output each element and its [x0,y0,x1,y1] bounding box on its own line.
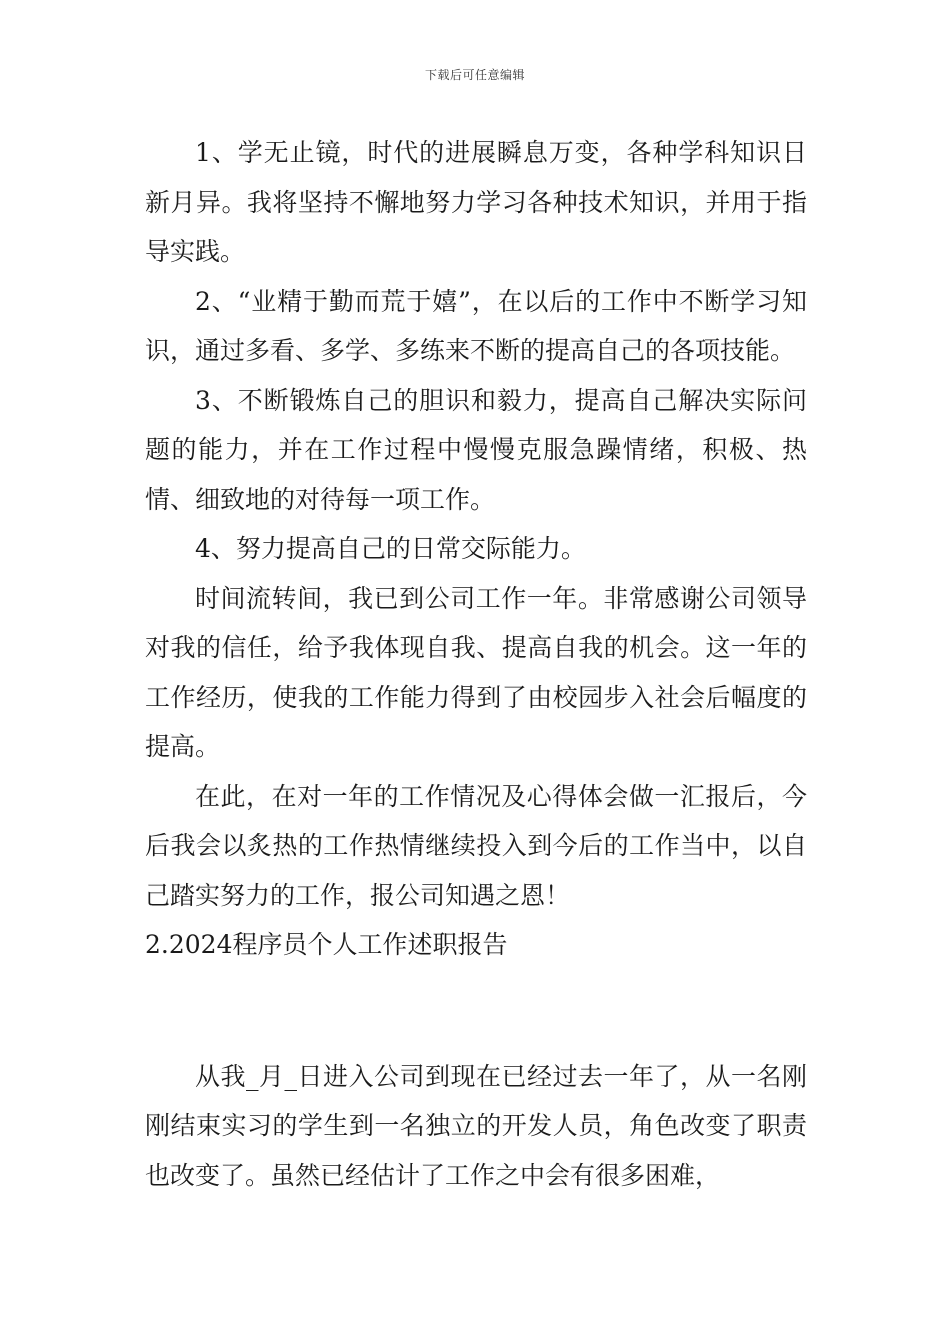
paragraph-reflection: 时间流转间，我已到公司工作一年。非常感谢公司领导对我的信任，给予我体现自我、提高自我的机会。这一年的工作经历，使我的工作能力得到了由校园步入社会后幅度的提高。 [145,583,807,761]
paragraph-item-2: 2、“业精于勤而荒于嬉”，在以后的工作中不断学习知识，通过多看、多学、多练来不断的提高自己的各项技能。 [145,286,807,365]
paragraph-item-3: 3、不断锻炼自己的胆识和毅力，提高自己解决实际问题的能力，并在工作过程中慢慢克服急躁情绪，积极、热情、细致地的对待每一项工作。 [145,385,807,514]
paragraph-item-1: 1、学无止镜，时代的进展瞬息万变，各种学科知识日新月异。我将坚持不懈地努力学习各种技术知识，并用于指导实践。 [145,138,807,266]
document-body [145,128,807,1200]
section-heading: 2.2024程序员个人工作述职报告 [145,930,508,959]
paragraph-item-4: 4、努力提高自己的日常交际能力。 [195,534,586,563]
section-gap [145,970,807,1052]
page-header: 下载后可任意编辑 [424,68,525,82]
paragraph-closing: 在此，在对一年的工作情况及心得体会做一汇报后，今后我会以炙热的工作热情继续投入到今后的工作当中，以自己踏实努力的工作，报公司知遇之恩！ [145,781,807,910]
paragraph-report-intro: 从我_月_日进入公司到现在已经过去一年了，从一名刚刚结束实习的学生到一名独立的开发人员，角色改变了职责也改变了。虽然已经估计了工作之中会有很多困难， [145,1061,807,1190]
